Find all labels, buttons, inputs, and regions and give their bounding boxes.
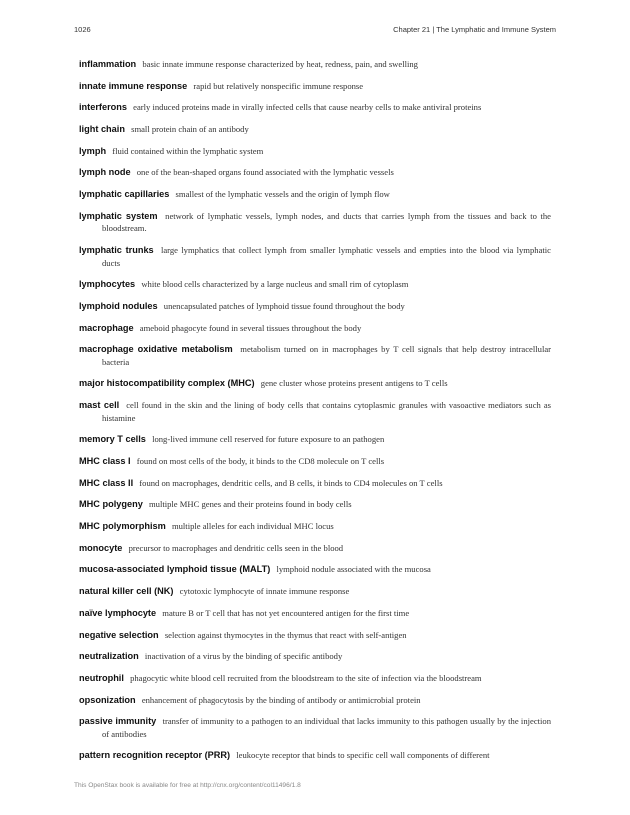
glossary-definition: one of the bean-shaped organs found associated with the lymphatic vessels bbox=[136, 167, 394, 178]
glossary-definition: early induced proteins made in virally infected cells that cause nearby cells to make antiviral proteins bbox=[133, 102, 482, 113]
glossary-definition: rapid but relatively nonspecific immune response bbox=[193, 80, 364, 91]
glossary-term: opsonization bbox=[79, 694, 136, 705]
glossary-term: interferons bbox=[79, 102, 127, 113]
glossary-term: lymphocytes bbox=[79, 279, 136, 290]
glossary-entry bbox=[79, 520, 551, 533]
running-title: Chapter 21 | The Lymphatic and Immune System bbox=[393, 25, 556, 34]
glossary-definition: long-lived immune cell reserved for future exposure to an pathogen bbox=[152, 434, 385, 445]
glossary-definition: cytotoxic lymphocyte of innate immune response bbox=[179, 586, 350, 597]
glossary-term: mucosa-associated lymphoid tissue (MALT) bbox=[79, 564, 271, 575]
glossary-definition: cell found in the skin and the lining of body cells that contains cytoplasmic granules with vasoactive mediators such as histamine bbox=[102, 400, 551, 423]
page-footer: This OpenStax book is available for free at http://cnx.org/content/col11496/1.8 bbox=[74, 782, 301, 789]
glossary-term: naïve lymphocyte bbox=[79, 607, 157, 618]
glossary-term: neutralization bbox=[79, 651, 139, 662]
glossary-entry bbox=[79, 433, 551, 446]
glossary-list bbox=[79, 58, 551, 771]
glossary-term: MHC polygeny bbox=[79, 499, 143, 510]
glossary-term: memory T cells bbox=[79, 434, 146, 445]
glossary-term: light chain bbox=[79, 124, 125, 135]
glossary-definition: ameboid phagocyte found in several tissues throughout the body bbox=[139, 322, 362, 333]
glossary-definition: inactivation of a virus by the binding of specific antibody bbox=[144, 651, 343, 662]
glossary-term: innate immune response bbox=[79, 80, 188, 91]
glossary-definition: multiple alleles for each individual MHC locus bbox=[171, 521, 334, 532]
glossary-definition: fluid contained within the lymphatic system bbox=[112, 145, 264, 156]
glossary-definition: large lymphatics that collect lymph from smaller lymphatic vessels and empties into the blood via lymphatic ducts bbox=[102, 245, 551, 268]
glossary-entry bbox=[79, 343, 551, 368]
glossary-definition: phagocytic white blood cell recruited from the bloodstream to the site of infection via the bloodstream bbox=[130, 672, 482, 683]
page-header bbox=[74, 25, 556, 37]
glossary-entry bbox=[79, 300, 551, 313]
glossary-entry bbox=[79, 694, 551, 707]
glossary-entry bbox=[79, 672, 551, 685]
glossary-entry bbox=[79, 650, 551, 663]
glossary-term: lymphatic capillaries bbox=[79, 189, 170, 200]
glossary-definition: unencapsulated patches of lymphoid tissue found throughout the body bbox=[163, 300, 405, 311]
glossary-entry bbox=[79, 585, 551, 598]
glossary-definition: white blood cells characterized by a large nucleus and small rim of cytoplasm bbox=[141, 279, 409, 290]
glossary-definition: multiple MHC genes and their proteins found in body cells bbox=[148, 499, 352, 510]
glossary-entry bbox=[79, 455, 551, 468]
glossary-entry bbox=[79, 749, 551, 762]
glossary-definition: enhancement of phagocytosis by the binding of antibody or antimicrobial protein bbox=[141, 694, 421, 705]
glossary-term: MHC class I bbox=[79, 456, 131, 466]
glossary-definition: gene cluster whose proteins present antigens to T cells bbox=[260, 378, 448, 389]
glossary-term: passive immunity bbox=[79, 716, 157, 727]
glossary-entry bbox=[79, 607, 551, 620]
glossary-term: negative selection bbox=[79, 629, 159, 640]
glossary-entry bbox=[79, 166, 551, 179]
glossary-term: MHC class II bbox=[79, 477, 134, 488]
glossary-term: major histocompatibility complex (MHC) bbox=[79, 378, 255, 389]
glossary-entry bbox=[79, 210, 551, 235]
glossary-term: inflammation bbox=[79, 59, 137, 69]
glossary-definition: found on macrophages, dendritic cells, and B cells, it binds to CD4 molecules on T cells bbox=[139, 477, 443, 488]
glossary-entry bbox=[79, 188, 551, 201]
glossary-definition: basic innate immune response characterized by heat, redness, pain, and swelling bbox=[142, 59, 418, 69]
glossary-entry bbox=[79, 101, 551, 114]
glossary-definition: transfer of immunity to a pathogen to an individual that lacks immunity to this pathogen usually by the injection of antibodies bbox=[102, 716, 552, 739]
glossary-entry bbox=[79, 58, 551, 71]
glossary-definition: metabolism turned on in macrophages by T cell signals that help destroy intracellular bacteria bbox=[102, 344, 552, 367]
glossary-term: pattern recognition receptor (PRR) bbox=[79, 750, 231, 761]
glossary-term: natural killer cell (NK) bbox=[79, 586, 174, 597]
glossary-entry bbox=[79, 542, 551, 555]
glossary-entry bbox=[79, 80, 551, 93]
glossary-term: macrophage oxidative metabolism bbox=[79, 344, 233, 355]
glossary-definition: small protein chain of an antibody bbox=[131, 124, 249, 135]
glossary-term: lymphatic system bbox=[79, 210, 158, 221]
glossary-term: MHC polymorphism bbox=[79, 521, 166, 532]
glossary-definition: found on most cells of the body, it binds to the CD8 molecule on T cells bbox=[136, 456, 385, 466]
glossary-entry bbox=[79, 563, 551, 576]
glossary-definition: mature B or T cell that has not yet encountered antigen for the first time bbox=[162, 607, 410, 618]
page-number: 1026 bbox=[74, 25, 91, 34]
glossary-term: mast cell bbox=[79, 400, 120, 411]
glossary-definition: precursor to macrophages and dendritic cells seen in the blood bbox=[128, 542, 344, 553]
glossary-term: lymphoid nodules bbox=[79, 300, 158, 311]
glossary-entry bbox=[79, 278, 551, 291]
glossary-entry bbox=[79, 244, 551, 269]
glossary-entry bbox=[79, 123, 551, 136]
glossary-entry bbox=[79, 145, 551, 158]
glossary-term: lymph bbox=[79, 145, 107, 156]
glossary-entry bbox=[79, 477, 551, 490]
glossary-entry bbox=[79, 377, 551, 390]
glossary-entry bbox=[79, 322, 551, 335]
glossary-entry bbox=[79, 715, 551, 740]
glossary-definition: smallest of the lymphatic vessels and the origin of lymph flow bbox=[175, 189, 390, 200]
glossary-definition: lymphoid nodule associated with the mucosa bbox=[276, 564, 431, 575]
glossary-entry bbox=[79, 399, 551, 424]
glossary-definition: leukocyte receptor that binds to specific cell wall components of different bbox=[236, 750, 490, 761]
glossary-term: lymph node bbox=[79, 167, 131, 178]
glossary-term: lymphatic trunks bbox=[79, 245, 154, 255]
glossary-term: monocyte bbox=[79, 542, 123, 553]
glossary-definition: selection against thymocytes in the thymus that react with self-antigen bbox=[164, 629, 407, 640]
glossary-entry bbox=[79, 629, 551, 642]
glossary-definition: network of lymphatic vessels, lymph nodes, and ducts that carries lymph from the tissues and back to the bloodstream. bbox=[102, 210, 551, 234]
glossary-term: neutrophil bbox=[79, 672, 124, 683]
glossary-term: macrophage bbox=[79, 322, 134, 333]
glossary-entry bbox=[79, 498, 551, 511]
